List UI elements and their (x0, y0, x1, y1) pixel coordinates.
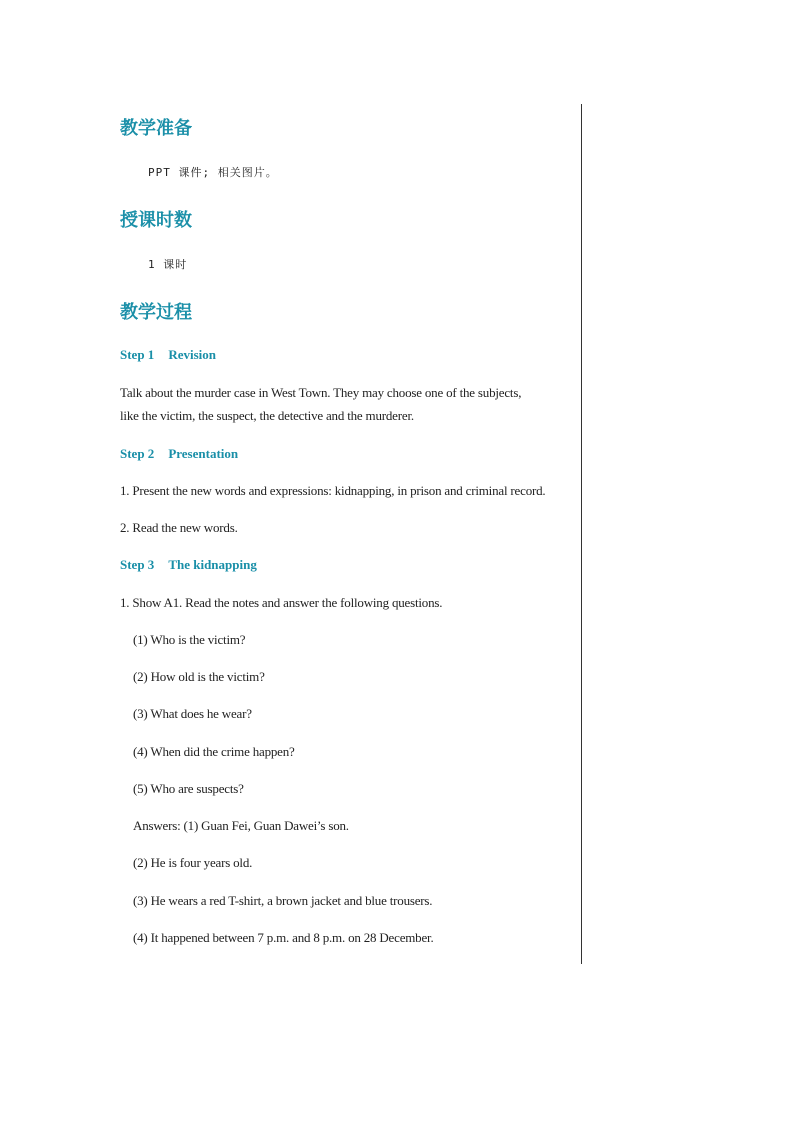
step1-text-line1: Talk about the murder case in West Town. They may choose one of the subjects, (120, 385, 522, 400)
answer-item: (4) It happened between 7 p.m. and 8 p.m. on 28 December. (133, 930, 434, 945)
question-item: (2) How old is the victim? (133, 669, 265, 684)
step-title: Revision (168, 347, 216, 362)
teaching-prep-text: PPT 课件; 相关图片。 (148, 166, 278, 179)
answer-item: (2) He is four years old. (133, 855, 253, 870)
class-hours-text: 1 课时 (148, 258, 188, 271)
question-item: (1) Who is the victim? (133, 632, 246, 647)
step-title: Presentation (168, 446, 239, 461)
step-number: Step 2 (120, 446, 155, 461)
step-title: The kidnapping (168, 557, 257, 572)
step2-item-1: 1. Present the new words and expressions: kidnapping, in prison and criminal record. (120, 483, 546, 498)
answer-item: (3) He wears a red T-shirt, a brown jacket and blue trousers. (133, 893, 433, 908)
question-item: (4) When did the crime happen? (133, 744, 295, 759)
question-item: (3) What does he wear? (133, 706, 252, 721)
section-title-teaching-process: 教学过程 (120, 302, 192, 323)
step1-text-line2: like the victim, the suspect, the detective and the murderer. (120, 408, 414, 423)
section-title-class-hours: 授课时数 (120, 210, 192, 231)
answer-item: Answers: (1) Guan Fei, Guan Dawei’s son. (133, 818, 349, 833)
step-heading-1 (120, 347, 216, 363)
step2-item-2: 2. Read the new words. (120, 520, 238, 535)
section-title-teaching-prep: 教学准备 (120, 118, 192, 139)
step-number: Step 1 (120, 347, 155, 362)
step-heading-2 (120, 446, 238, 462)
step-heading-3 (120, 557, 257, 573)
step-number: Step 3 (120, 557, 155, 572)
page-right-border (581, 104, 582, 964)
step3-intro: 1. Show A1. Read the notes and answer the following questions. (120, 595, 443, 610)
question-item: (5) Who are suspects? (133, 781, 244, 796)
